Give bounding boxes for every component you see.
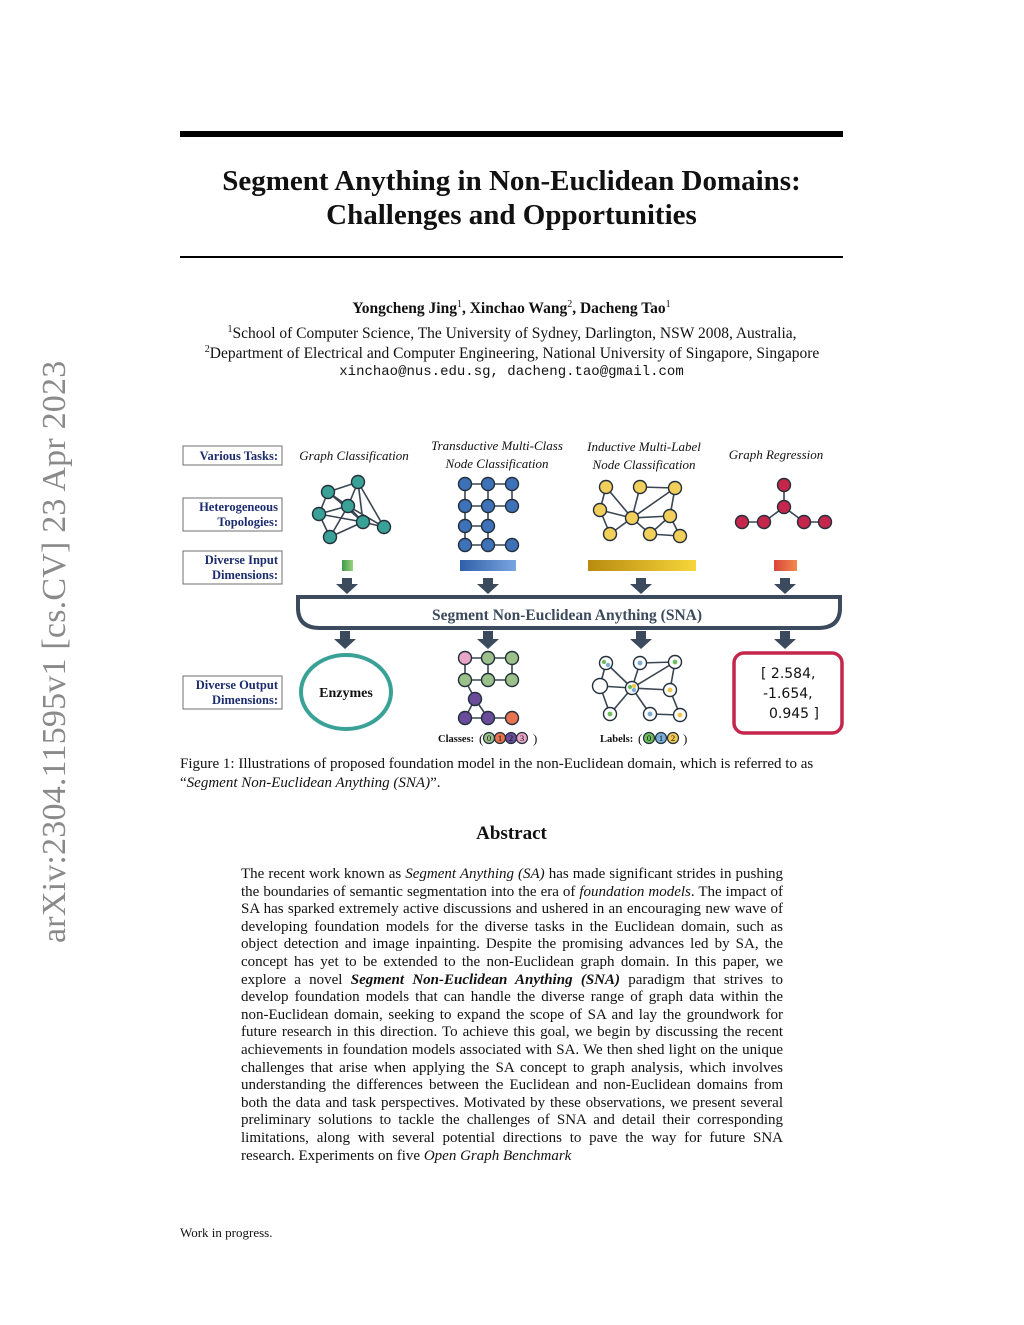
svg-text:): )	[683, 731, 688, 746]
svg-text:Labels:: Labels:	[600, 734, 634, 745]
task-graph-classification: Graph Classification	[299, 448, 409, 463]
author-affil-mark: 1	[456, 299, 462, 310]
svg-text:Diverse Output: Diverse Output	[195, 678, 278, 692]
affil-text: School of Computer Science, The University of Sydney, Darlington, NSW 2008, Australia,	[232, 325, 797, 342]
footnote: Work in progress.	[180, 1225, 273, 1240]
svg-text:2: 2	[508, 733, 514, 743]
svg-text:): )	[533, 731, 538, 746]
regression-value-1: [ 2.584,	[761, 666, 816, 682]
regression-value-3: 0.945 ]	[769, 706, 819, 722]
row-label-input	[183, 551, 282, 584]
svg-text:Heterogeneous: Heterogeneous	[199, 500, 278, 514]
svg-text:Dimensions:: Dimensions:	[212, 568, 278, 582]
figure-1	[180, 430, 850, 760]
abstract-text: . The impact of SA has sparked extremely active discussions and ushered in an encouraging new wave of developing foundation models for the diverse tasks in the Euclidean domain, such as object detection and image inpainting. Despite the promising advances led by SA, the concept has yet to be extended to the non-Euclidean graph domain. In this paper, we explore a novel	[241, 883, 783, 988]
svg-text:(: (	[479, 731, 484, 746]
abstract-italic: Segment Anything (SA)	[405, 866, 545, 882]
row-label-topologies	[183, 498, 282, 531]
svg-text:1: 1	[497, 733, 503, 743]
svg-text:Topologies:: Topologies:	[217, 515, 278, 529]
author-name: Yongcheng Jing	[352, 300, 457, 317]
output-arrows	[334, 631, 796, 649]
abstract-italic: foundation models	[579, 883, 691, 900]
svg-text:0: 0	[486, 733, 492, 743]
abstract-italic: Open Graph Benchmark	[423, 1147, 572, 1164]
abstract-body	[241, 866, 783, 1165]
output-graph-labels	[593, 656, 687, 722]
row-label-tasks	[183, 446, 282, 465]
task-graph-regression: Graph Regression	[728, 447, 824, 462]
title-bottom-rule	[180, 256, 843, 258]
caption-end: ”.	[430, 775, 441, 791]
title-line-2: Challenges and Opportunities	[326, 199, 697, 231]
figure-caption	[180, 755, 844, 793]
svg-text:Dimensions:: Dimensions:	[212, 693, 278, 707]
affiliation-1	[140, 324, 884, 343]
svg-text:1: 1	[658, 733, 664, 743]
svg-text:3: 3	[519, 733, 525, 743]
task-inductive-line2: Node Classification	[592, 457, 696, 472]
output-graph-classes	[459, 652, 519, 725]
affil-mark: 1	[227, 324, 233, 335]
affil-mark: 2	[204, 344, 210, 355]
abstract-text: paradigm that strives to develop foundation models that can handle the diverse range of graph data within the non-Euclidean domain, seeking to expand the scope of SA and lay the groundwork for future research in this direction. To achieve this goal, we begin by discussing the recent achievements in foundation models associated with SA. We then shed light on the unique challenges that arise when applying the SA concept to graph analysis, which involves understanding the differences between the Euclidean and non-Euclidean domains from both the data and task perspectives. Motivated by these observations, we present several preliminary solutions to tackle the challenges of SNA and detail their corresponding limitations, along with several potential directions to pave the way for future SNA research. Experiments on five	[241, 971, 783, 1164]
svg-text:(: (	[638, 731, 643, 746]
svg-text:Classes:: Classes:	[438, 734, 475, 745]
abstract-text: has made significant strides in pushing the boundaries of semantic segmentation into the era of	[241, 866, 783, 900]
arxiv-stamp: arXiv:2304.11595v1 [cs.CV] 23 Apr 2023	[36, 360, 73, 943]
paper-title	[180, 164, 843, 232]
abstract-bold-italic: Segment Non-Euclidean Anything (SNA)	[350, 971, 620, 988]
author-name: Dacheng Tao	[579, 300, 666, 317]
author-affil-mark: 1	[665, 299, 671, 310]
caption-text: Figure 1: Illustrations of proposed foundation model in the non-Euclidean domain, which is referred to as “	[180, 756, 814, 791]
task-transductive-line1: Transductive Multi-Class	[431, 438, 563, 453]
input-bar-2	[460, 560, 516, 571]
abstract-text: The recent work known as	[241, 866, 406, 882]
row-label-output	[183, 676, 282, 709]
author-list: Yongcheng Jing$^1$, Xinchao Wang$^2$, Dacheng Tao$^1$	[352, 299, 671, 317]
input-arrows	[336, 578, 796, 594]
topology-graph-3	[594, 481, 687, 543]
svg-text:0: 0	[646, 733, 652, 743]
svg-text:Diverse Input: Diverse Input	[204, 553, 278, 567]
task-transductive-line2: Node Classification	[445, 456, 549, 471]
topology-graph-1	[313, 476, 391, 544]
topology-graph-4	[736, 479, 832, 529]
title-line-1: Segment Anything in Non-Euclidean Domains:	[222, 165, 801, 197]
output-enzymes-label: Enzymes	[319, 686, 373, 701]
abstract-heading: Abstract	[476, 823, 547, 844]
author-affil-mark: 2	[567, 299, 573, 310]
caption-italic: Segment Non-Euclidean Anything (SNA)	[186, 775, 431, 791]
svg-text:2: 2	[670, 733, 676, 743]
author-emails: xinchao@nus.edu.sg, dacheng.tao@gmail.com	[339, 364, 684, 380]
input-bar-3	[588, 560, 696, 571]
sna-model-title: Segment Non-Euclidean Anything (SNA)	[432, 607, 702, 624]
affil-text: Department of Electrical and Computer Engineering, National University of Singapore, Singapore	[209, 345, 820, 362]
input-bar-1	[342, 560, 353, 571]
author-name: Xinchao Wang	[469, 300, 568, 317]
affiliation-2	[140, 344, 884, 363]
title-top-rule	[180, 131, 843, 137]
input-bar-4	[774, 560, 797, 571]
task-inductive-line1: Inductive Multi-Label	[587, 439, 701, 454]
topology-graph-2	[459, 478, 519, 552]
regression-value-2: -1.654,	[763, 686, 813, 702]
svg-text:Various Tasks:: Various Tasks:	[199, 449, 278, 463]
labels-legend	[600, 731, 687, 746]
classes-legend	[438, 731, 537, 746]
